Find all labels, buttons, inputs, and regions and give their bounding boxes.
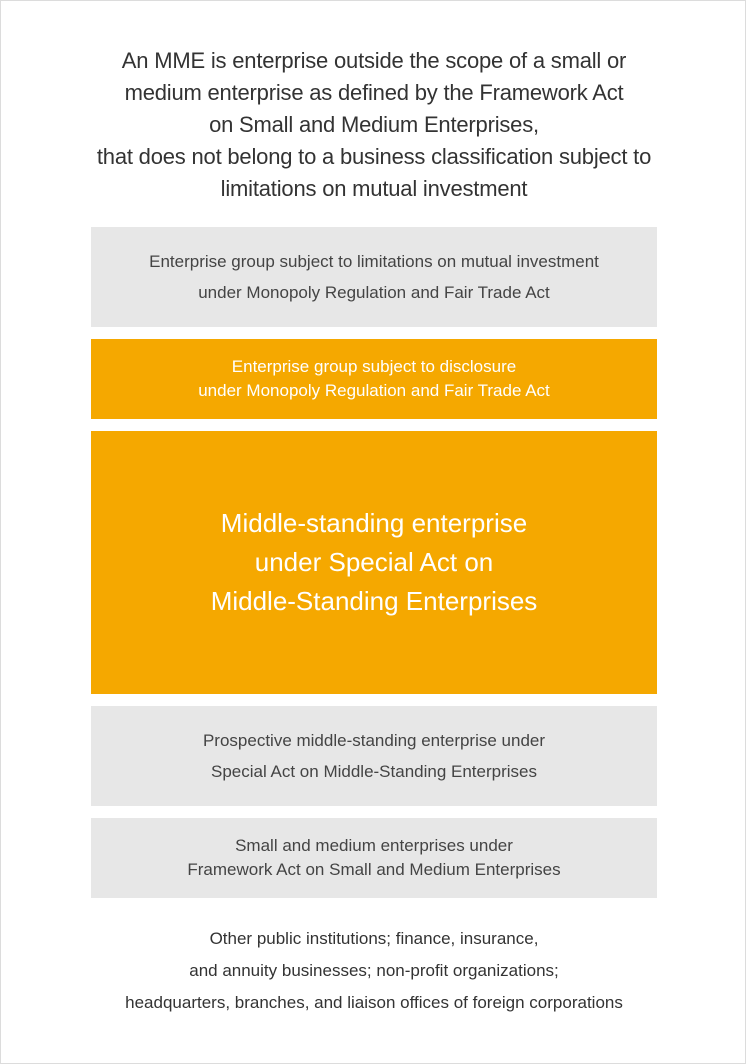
definition-line: that does not belong to a business classification subject to xyxy=(96,144,652,169)
box-label-line: Middle-Standing Enterprises xyxy=(210,586,538,616)
box-label-line: Prospective middle-standing enterprise under xyxy=(202,731,546,750)
box-label-line: under Special Act on xyxy=(254,547,494,577)
box-label-line: Small and medium enterprises under xyxy=(235,836,513,855)
exclusions-line: and annuity businesses; non-profit organizations; xyxy=(189,961,559,980)
box-label-line: Special Act on Middle-Standing Enterprises xyxy=(210,762,537,781)
definition-line: on Small and Medium Enterprises, xyxy=(209,112,539,137)
definition-text xyxy=(21,45,727,205)
disclosure-group-box xyxy=(91,339,657,419)
box-label-line: Enterprise group subject to limitations on mutual investment xyxy=(149,252,599,271)
box-label-line: Enterprise group subject to disclosure xyxy=(231,357,517,376)
box-label-line: Framework Act on Small and Medium Enterprises xyxy=(187,860,561,879)
middle-standing-enterprise-box xyxy=(91,431,657,694)
box-label-line: under Monopoly Regulation and Fair Trade Act xyxy=(198,381,550,400)
sme-box xyxy=(91,818,657,898)
definition-line: An MME is enterprise outside the scope of a small or xyxy=(121,48,627,73)
exclusions-line: Other public institutions; finance, insurance, xyxy=(209,929,539,948)
exclusions-line: headquarters, branches, and liaison offices of foreign corporations xyxy=(125,993,623,1012)
box-label-line: under Monopoly Regulation and Fair Trade Act xyxy=(198,283,550,302)
mutual-investment-group-box xyxy=(91,227,657,327)
definition-line: medium enterprise as defined by the Framework Act xyxy=(124,80,624,105)
prospective-mme-box xyxy=(91,706,657,806)
box-label-line: Middle-standing enterprise xyxy=(220,508,528,538)
exclusions-text xyxy=(21,923,727,1019)
definition-line: limitations on mutual investment xyxy=(220,176,528,201)
